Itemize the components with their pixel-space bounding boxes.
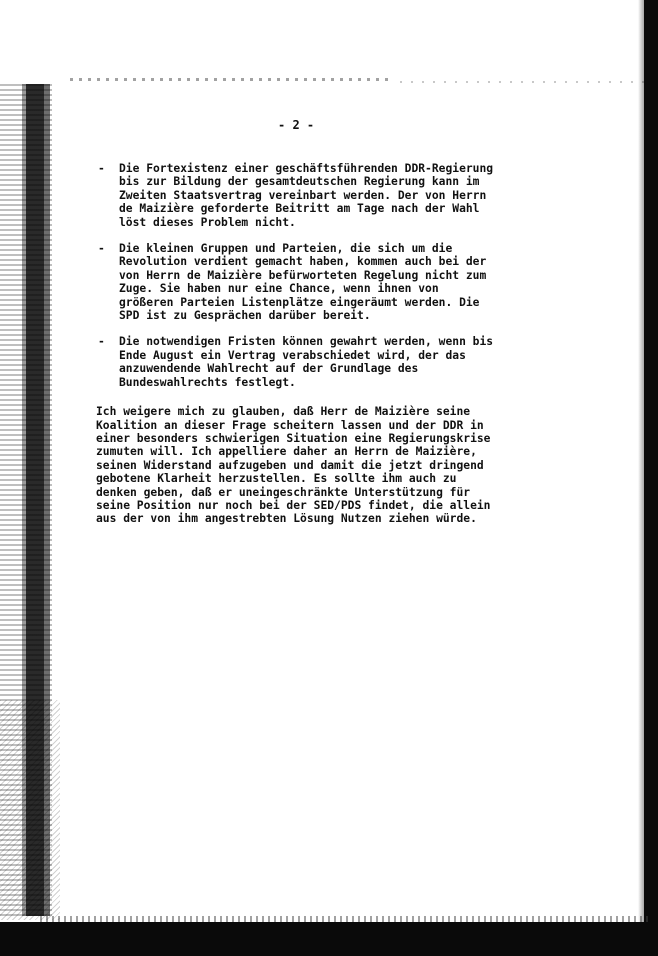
page-number: - 2 - (278, 118, 315, 132)
scan-artifact-left (0, 700, 60, 920)
text-line: de Maizière geforderte Beitritt am Tage nach der Wahl (119, 202, 480, 216)
document-page (60, 100, 620, 900)
bullet-item (96, 162, 536, 229)
bullet-marker: - (98, 242, 105, 256)
bullet-item (96, 335, 536, 389)
text-line: seinen Widerstand aufzugeben und damit die jetzt dringend (96, 458, 484, 472)
text-line: denken geben, daß er uneingeschränkte Unterstützung für (96, 485, 471, 499)
bullet-item (96, 242, 536, 322)
scan-border-right (644, 0, 658, 956)
text-line: Ende August ein Vertrag verabschiedet wird, der das (119, 348, 466, 362)
text-line: Zuge. Sie haben nur eine Chance, wenn ihnen von (119, 282, 439, 296)
document-body (96, 162, 536, 526)
scan-border-bottom (0, 922, 658, 956)
scan-artifact-top-right (400, 81, 650, 83)
closing-paragraph (96, 405, 536, 526)
text-line: Revolution verdient gemacht haben, kommen auch bei der (119, 255, 487, 269)
text-line: Die kleinen Gruppen und Parteien, die sich um die (119, 242, 453, 256)
text-line: von Herrn de Maizière befürworteten Regelung nicht zum (119, 268, 487, 282)
text-line: aus der von ihm angestrebten Lösung Nutzen ziehen würde. (96, 512, 477, 526)
scan-top-margin (0, 0, 658, 90)
text-line: gebotene Klarheit herzustellen. Es sollte ihm auch zu (96, 472, 457, 486)
text-line: zumuten will. Ich appelliere daher an Herrn de Maizière, (96, 445, 477, 459)
bullet-marker: - (98, 335, 105, 349)
text-line: größeren Parteien Listenplätze eingeräumt werden. Die (119, 295, 480, 309)
text-line: Die Fortexistenz einer geschäftsführenden DDR-Regierung (119, 162, 494, 175)
scan-artifact-top (70, 78, 390, 81)
text-line: Ich weigere mich zu glauben, daß Herr de Maizière seine (96, 405, 471, 419)
text-line: Die notwendigen Fristen können gewahrt werden, wenn bis (119, 335, 494, 349)
text-line: Bundeswahlrechts festlegt. (119, 375, 296, 389)
text-line: löst dieses Problem nicht. (119, 215, 296, 229)
text-line: anzuwendende Wahlrecht auf der Grundlage des (119, 362, 419, 376)
text-line: SPD ist zu Gesprächen darüber bereit. (119, 309, 371, 323)
text-line: einer besonders schwierigen Situation eine Regierungskrise (96, 431, 491, 445)
text-line: seine Position nur noch bei der SED/PDS findet, die allein (96, 498, 491, 512)
text-line: Zweiten Staatsvertrag vereinbart werden. Der von Herrn (119, 188, 487, 202)
bullet-marker: - (98, 162, 105, 175)
text-line: bis zur Bildung der gesamtdeutschen Regierung kann im (119, 175, 480, 189)
text-line: Koalition an dieser Frage scheitern lassen und der DDR in (96, 418, 484, 432)
